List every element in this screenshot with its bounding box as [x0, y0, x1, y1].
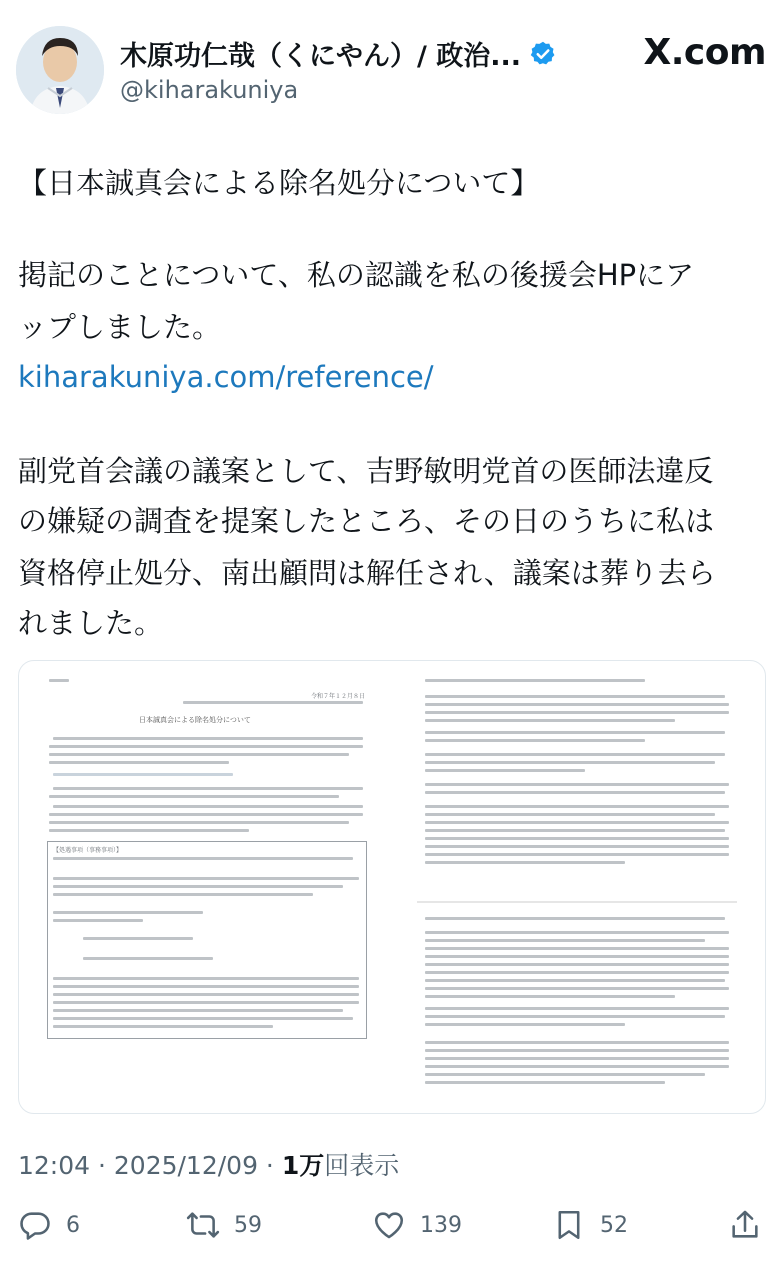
doc-title: 日本誠真会による除名処分について — [139, 716, 251, 724]
view-label: 回表示 — [324, 1151, 400, 1180]
user-handle[interactable]: @kiharakuniya — [120, 76, 299, 104]
doc-box-header: 【処遇事項（事務事項）】 — [53, 847, 123, 854]
repost-count: 59 — [234, 1212, 262, 1238]
post-text-line: れました。 — [18, 606, 164, 640]
like-button[interactable] — [372, 1200, 462, 1250]
post-text-line: 副党首会議の議案として、吉野敏明党首の医師法違反 — [18, 454, 714, 488]
post-media[interactable] — [18, 660, 766, 1114]
reply-count: 6 — [66, 1212, 80, 1238]
post-text-line: 掲記のことについて、私の認識を私の後援会HPにア — [18, 258, 695, 292]
action-bar — [18, 1200, 766, 1250]
post-link[interactable]: kiharakuniya.com/reference/ — [18, 360, 434, 394]
post-text-line: 資格停止処分、南出顧問は解任され、議案は葬り去ら — [18, 556, 716, 590]
post-time[interactable]: 12:04 — [18, 1151, 91, 1180]
post-text-line: ップしました。 — [18, 310, 222, 344]
post-meta: 12:04 · 2025/12/09 · 1万回表示 — [18, 1151, 400, 1180]
document-image-left[interactable] — [43, 675, 373, 1099]
doc-date: 令和７年１２月８日 — [310, 693, 365, 700]
reply-button[interactable] — [18, 1200, 80, 1250]
repost-icon — [186, 1208, 220, 1242]
post-date[interactable]: 2025/12/09 — [113, 1151, 258, 1180]
bookmark-button[interactable] — [552, 1200, 628, 1250]
verified-badge-icon — [529, 40, 557, 68]
bookmark-count: 52 — [600, 1212, 628, 1238]
reply-icon — [18, 1208, 52, 1242]
avatar[interactable] — [16, 26, 104, 114]
document-divider — [417, 901, 737, 903]
share-button[interactable] — [728, 1200, 762, 1250]
bookmark-icon — [552, 1208, 586, 1242]
post-header — [16, 26, 766, 114]
display-name[interactable]: 木原功仁哉（くにやん）/ 政治... — [120, 41, 522, 72]
x-logo[interactable]: X.com — [643, 32, 766, 73]
post-title-line: 【日本誠真会による除名処分について】 — [18, 166, 540, 200]
share-icon — [728, 1208, 762, 1242]
like-count: 139 — [420, 1212, 462, 1238]
document-image-right[interactable] — [417, 675, 737, 1099]
view-count: 1万 — [281, 1151, 325, 1180]
repost-button[interactable] — [186, 1200, 262, 1250]
heart-icon — [372, 1208, 406, 1242]
post-text-line: の嫌疑の調査を提案したところ、その日のうちに私は — [18, 504, 715, 538]
